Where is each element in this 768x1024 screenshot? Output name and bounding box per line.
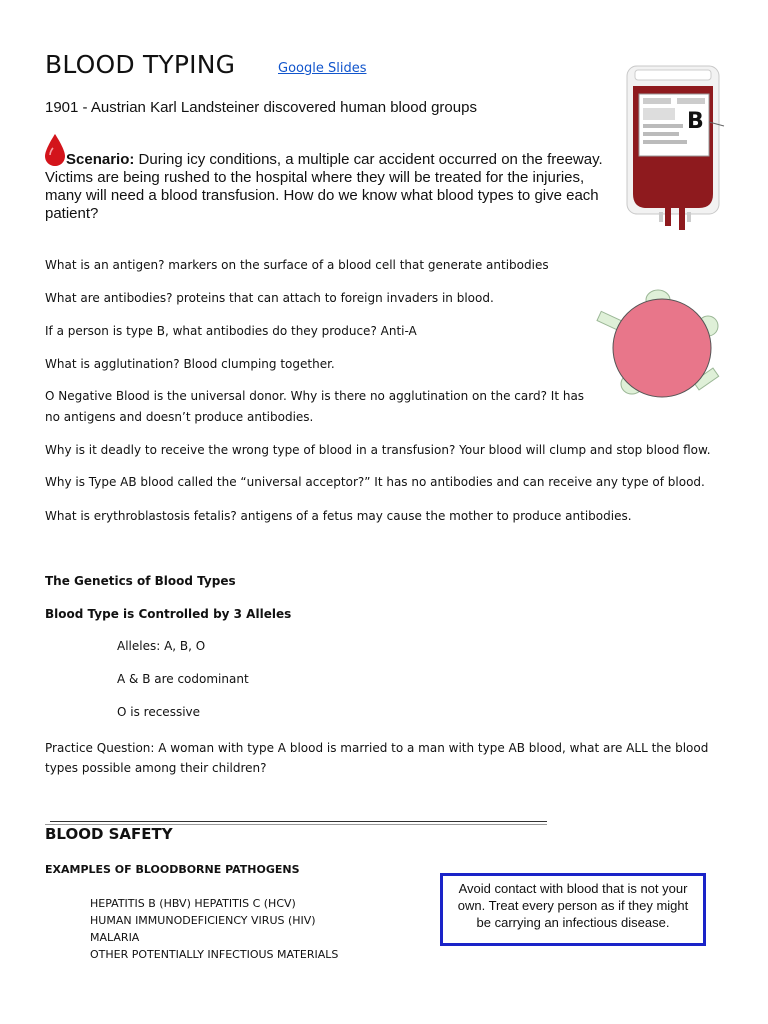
qa-item: What is an antigen? markers on the surface of a blood cell that generate antibodies	[45, 258, 549, 272]
qa-item: Why is it deadly to receive the wrong type of blood in a transfusion? Your blood will clump and stop blood flow.	[45, 443, 711, 457]
pathogens-heading: EXAMPLES OF BLOODBORNE PATHOGENS	[45, 863, 300, 876]
red-blood-cell-image	[596, 288, 720, 398]
safety-heading: BLOOD SAFETY	[45, 825, 173, 843]
allele-item: O is recessive	[117, 705, 201, 719]
safety-notice-box: Avoid contact with blood that is not your own. Treat every person as if they might be carrying an infectious disease.	[440, 873, 706, 946]
alleles-heading: Blood Type is Controlled by 3 Alleles	[45, 607, 292, 621]
page-title: BLOOD TYPING	[45, 50, 236, 79]
allele-item: A & B are codominant	[117, 672, 249, 686]
google-slides-link[interactable]: Google Slides	[278, 61, 367, 76]
scenario-paragraph	[45, 151, 620, 223]
genetics-heading: The Genetics of Blood Types	[45, 574, 236, 588]
qa-item: O Negative Blood is the universal donor. Why is there no agglutination on the card? It has no antigens and doesn’t produce antibodies.	[45, 389, 585, 424]
history-line: 1901 - Austrian Karl Landsteiner discovered human blood groups	[45, 99, 477, 116]
pathogen-item: MALARIA	[90, 931, 140, 944]
pathogen-item: OTHER POTENTIALLY INFECTIOUS MATERIALS	[90, 948, 339, 961]
qa-item: What are antibodies? proteins that can attach to foreign invaders in blood.	[45, 291, 494, 305]
divider	[50, 821, 547, 822]
scenario-text: During icy conditions, a multiple car accident occurred on the freeway. Victims are being rushed to the hospital where they will be treated for the injuries, many will need a blood transfusion. How do we know what blood types to give each patient?	[45, 151, 603, 222]
bag-type-label: B	[687, 109, 704, 134]
practice-question: Practice Question: A woman with type A blood is married to a man with type AB blood, what are ALL the blood types possible among their children?	[45, 741, 709, 775]
qa-item: What is agglutination? Blood clumping together.	[45, 357, 335, 371]
allele-item: Alleles: A, B, O	[117, 639, 206, 653]
pathogen-item: HEPATITIS B (HBV) HEPATITIS C (HCV)	[90, 897, 296, 910]
pathogen-item: HUMAN IMMUNODEFICIENCY VIRUS (HIV)	[90, 914, 316, 927]
qa-item: What is erythroblastosis fetalis? antigens of a fetus may cause the mother to produce antibodies.	[45, 509, 632, 523]
pathogen-list	[90, 895, 338, 963]
scenario-label: Scenario:	[66, 151, 135, 168]
qa-item: Why is Type AB blood called the “universal acceptor?” It has no antibodies and can receive any type of blood.	[45, 475, 705, 489]
qa-item: If a person is type B, what antibodies do they produce? Anti-A	[45, 324, 417, 338]
blood-bag-image	[625, 62, 725, 234]
